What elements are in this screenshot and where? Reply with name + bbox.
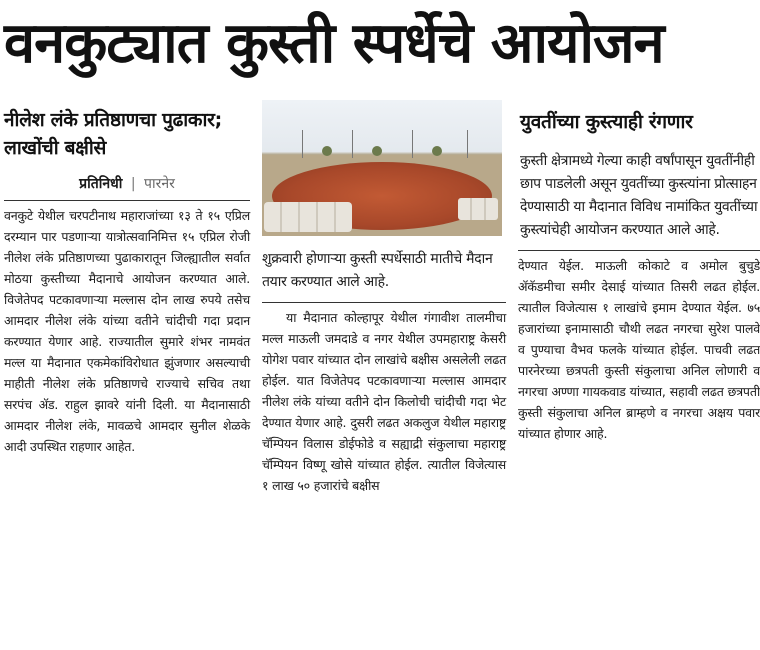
left-divider <box>4 200 250 201</box>
byline-author: प्रतिनिधी <box>79 176 123 192</box>
right-divider <box>518 250 760 251</box>
left-body-text: वनकुटे येथील चरपटीनाथ महाराजांच्या १३ ते १५ एप्रिल दरम्यान पार पडणाऱ्या यात्रोत्सवानिमित्त १५ एप्रिल रोजी नीलेश लंके प्रतिष्ठाणच्या पुढाकारातून जिल्ह्यातील सर्वात मोठया कुस्तीच्या मैदानाचे आयोजन करण्यात आले. विजेतेपद पटकावणाऱ्या मल्लास दोन लाख रुपये तसेच आमदार नीलेश लंके यांच्या वतीने चांदीची गदा प्रदान करण्यात येणार आहे. राज्यातील सुमारे शंभर नामवंत मल्ल या मैदानात एकमेकांविरोधात झुंजणार असल्याची माहीती नीलेश लंके प्रतिष्ठाणचे राज्याचे सचिव तथा सरपंच ॲड. राहुल झावरे यांनी दिली. या मैदानासाठी आमदार नीलेश लंके, मावळचे आमदार सुनील शेळके आदी उपस्थित राहणार आहेत. <box>4 208 250 454</box>
photo-pole <box>412 130 413 158</box>
right-body-text: देण्यात येईल. माऊली कोकाटे व अमोल बुचुडे ॲकॅडमीचा समीर देसाई यांच्यात तिसरी लढत होईल. त्यातील विजेत्यास १ लाखांचे इमाम देण्यात येईल. ७५ हजारांच्या इनामासाठी चौथी लढत नगरचा सुरेश पालवे व पुण्याचा वैभव फलके यांच्यात होईल. पाचवी लढत पारनेरच्या छत्रपती कुस्ती संकुलाचा अनिल लोणारी व नगरचा अण्णा गायकवाड यांच्यात, सहावी लढत छत्रपती कुस्ती संकुलाचा अनिल ब्राम्हणे व नगरचा अक्षय पवार यांच्यात होणार आहे. <box>518 258 760 441</box>
photo-pole <box>302 130 303 158</box>
right-intro-text: कुस्ती क्षेत्रामध्ये गेल्या काही वर्षांपासून युवतींनीही छाप पाडलेली असून युवतींच्या कुस्त्यांना प्रोत्साहन देण्यासाठी या मैदानात विविध नामांकित युवतींच्या कुस्त्यांचेही आयोजन करण्यात आले आहे. <box>520 153 758 238</box>
middle-body-text: या मैदानात कोल्हापूर येथील गंगावीश तालमीचा मल्ल माऊली जमदाडे व नगर येथील उपमहाराष्ट्र केसरी योगेश पवार यांच्यात दोन लाखांचे बक्षीस असलेली लढत होईल. यात विजेतेपद पटकावणाऱ्या मल्लास आमदार नीलेश लंके यांच्या वतीने दोन किलोची चांदीची गदा भेट देण्यात येणार आहे. दुसरी लढत अकलुज येथील महाराष्ट्र चॅम्पियन विलास डोईफोडे व सह्याद्री संकुलाचा महाराष्ट्र चॅम्पियन विष्णू खोसे यांच्यात होईल. त्यातील विजेत्यास १ लाख ५० हजारांचे बक्षीस <box>262 310 506 493</box>
photo-pole <box>352 130 353 158</box>
byline-separator: | <box>130 176 136 192</box>
photo-tree <box>432 146 442 156</box>
middle-divider <box>262 302 506 303</box>
left-column <box>4 100 250 457</box>
byline <box>4 174 250 194</box>
left-subheading: नीलेश लंके प्रतिष्ठाणचा पुढाकार; लाखोंची बक्षीसे <box>4 109 222 159</box>
photo-sandbags <box>264 202 352 232</box>
right-column <box>518 100 760 444</box>
byline-place: पारनेर <box>144 176 175 192</box>
photo-tree <box>372 146 382 156</box>
middle-column <box>262 100 506 496</box>
photo-sandbags <box>458 198 498 220</box>
photo-pole <box>467 130 468 158</box>
right-subheading: युवतींच्या कुस्त्याही रंगणार <box>520 111 693 133</box>
photo-tree <box>322 146 332 156</box>
headline: वनकुट्यात कुस्ती स्पर्धेचे आयोजन <box>4 11 664 76</box>
wrestling-ground-photo <box>262 100 502 236</box>
photo-caption: शुक्रवारी होणाऱ्या कुस्ती स्पर्धेसाठी मातीचे मैदान तयार करण्यात आले आहे. <box>262 251 493 290</box>
